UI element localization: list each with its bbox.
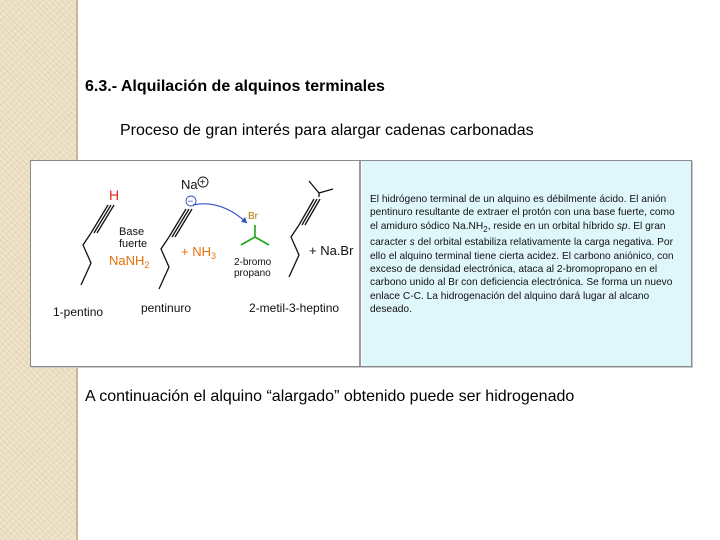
bromopropane-structure xyxy=(241,225,269,245)
strong-base-label-1: Base xyxy=(119,226,145,238)
explanation-text: El hidrógeno terminal de un alquino es débilmente ácido. El anión pentinuro resultante de extraer el protón con una base fuerte, como el amiduro sódico $Na.NH_2$, reside en un orbital híbrido sp. El gran caracter s del orbital estabiliza relativamente la carga negativa. Por ello el alquino terminal tiene cierta acidez. El carbono aniónico, con exceso de densidad electrónica, ataca al 2-bromopropano en el carbono unido al Br con deficiencia electrónica. Se forma un nuevo enlace C-C. La hidrogenación del alquino dará lugar al alcano deseado. xyxy=(370,194,675,316)
positive-charge-symbol: + xyxy=(199,177,206,189)
attack-arrow xyxy=(193,204,247,223)
bromopropane-label-2: propano xyxy=(234,268,271,279)
hydrogen-label: H xyxy=(109,187,120,203)
heptyne-name: 2-metil-3-heptino xyxy=(249,301,340,315)
reagent-label: NaNH$_2$ xyxy=(109,253,150,270)
bromine-label: Br xyxy=(248,211,258,222)
heptyne-structure xyxy=(289,181,333,277)
pentynide-name: pentinuro xyxy=(141,301,192,315)
pentyne-structure xyxy=(81,205,114,285)
negative-charge-symbol: − xyxy=(187,196,194,208)
reaction-scheme xyxy=(31,161,359,366)
panel-separator xyxy=(359,161,361,366)
ammonia-byproduct-label: + $NH_3$ xyxy=(181,244,216,261)
sodium-bromide-byproduct-label: + Na.Br xyxy=(309,243,354,258)
slide-title: 6.3.- Alquilación de alquinos terminales xyxy=(85,78,385,95)
sodium-cation-label: Na xyxy=(181,177,198,192)
strong-base-label-2: fuerte xyxy=(119,238,148,250)
slide-subtitle: Proceso de gran interés para alargar cadenas carbonadas xyxy=(120,122,534,139)
reaction-panel xyxy=(30,160,692,367)
bromopropane-label-1: 2-bromo xyxy=(234,257,272,268)
hydrogenation-note: A continuación el alquino “alargado” obtenido puede ser hidrogenado xyxy=(85,388,575,405)
pentyne-name: 1-pentino xyxy=(53,305,104,319)
explanation-note xyxy=(362,161,691,366)
